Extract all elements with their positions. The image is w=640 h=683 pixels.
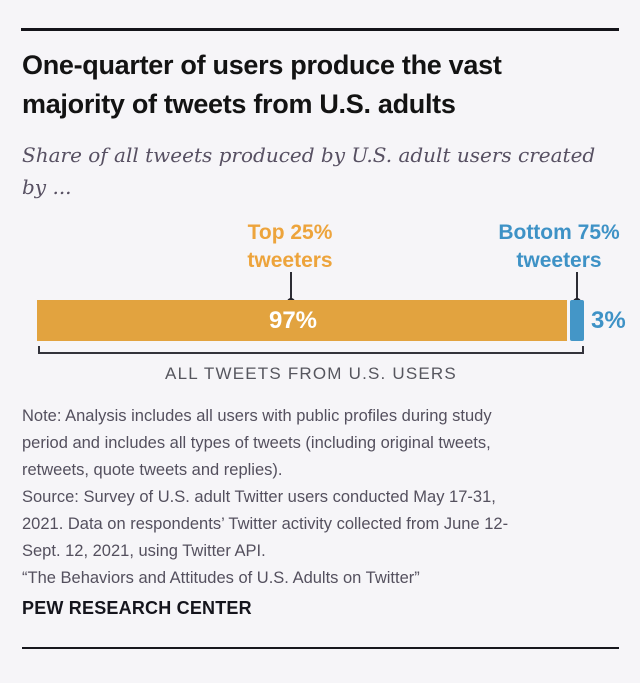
title-line-2: majority of tweets from U.S. adults [22, 89, 456, 119]
subtitle-line-1: Share of all tweets produced by U.S. adult users created [22, 143, 596, 167]
callout-top-25-tweeters [247, 219, 332, 275]
callout-bottom-75-tweeters [498, 219, 619, 275]
note-line: retweets, quote tweets and replies). [22, 461, 283, 479]
pew-research-center-wordmark: PEW RESEARCH CENTER [22, 598, 252, 618]
bar-value-97: 97% [268, 307, 318, 334]
notes-block [22, 403, 508, 592]
top-rule [21, 28, 619, 31]
note-line: Note: Analysis includes all users with public profiles during study [22, 407, 492, 425]
axis-bracket [38, 346, 584, 354]
subtitle-line-2: by ... [22, 175, 72, 199]
note-line: 2021. Data on respondents’ Twitter activity collected from June 12- [22, 515, 509, 533]
page-title [22, 46, 502, 124]
bottom-rule [22, 647, 619, 649]
callout-top-line-1: Top 25% [247, 221, 333, 244]
leader-line-top25 [290, 272, 292, 300]
note-line: “The Behaviors and Attitudes of U.S. Adults on Twitter” [22, 569, 420, 587]
callout-top-line-2: tweeters [247, 249, 333, 272]
bar-value-3: 3% [591, 307, 626, 334]
leader-line-bottom75 [576, 272, 578, 300]
bar-segment-bottom75 [570, 300, 584, 341]
callout-bottom-line-1: Bottom 75% [498, 221, 620, 244]
note-line: Source: Survey of U.S. adult Twitter users conducted May 17-31, [22, 488, 496, 506]
callout-bottom-line-2: tweeters [516, 249, 602, 272]
axis-label: ALL TWEETS FROM U.S. USERS [165, 364, 457, 383]
title-line-1: One-quarter of users produce the vast [22, 50, 502, 80]
chart-subtitle [22, 139, 595, 203]
note-line: period and includes all types of tweets (including original tweets, [22, 434, 491, 452]
note-line: Sept. 12, 2021, using Twitter API. [22, 542, 266, 560]
